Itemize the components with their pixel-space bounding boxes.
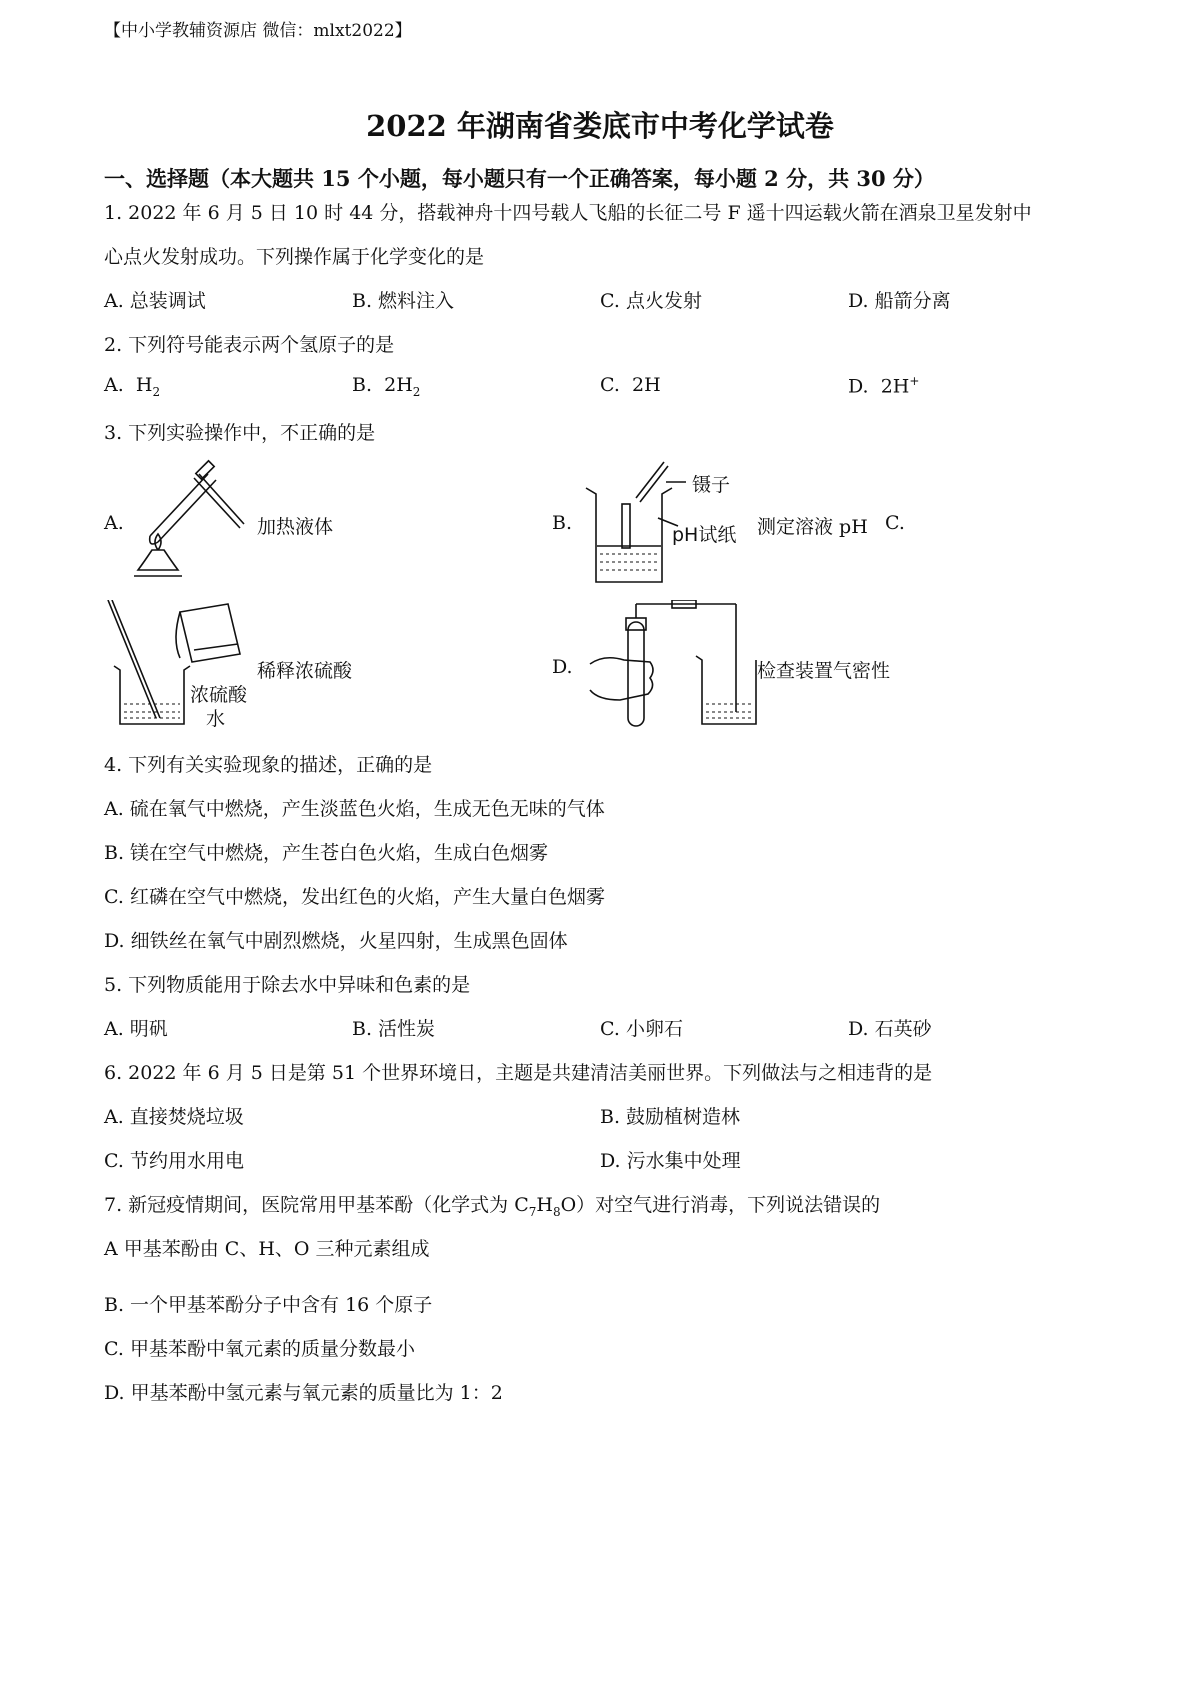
q3-option-a-label: 加热液体 xyxy=(257,516,334,538)
q7-formula-sub2: 8 xyxy=(552,1204,561,1219)
q3-option-b-letter: B. xyxy=(552,512,573,534)
q3-option-b-label: 测定溶液 pH xyxy=(757,516,868,538)
q1-option-a: A. 总装调试 xyxy=(104,290,206,312)
q4-option-d: D. 细铁丝在氧气中剧烈燃烧，火星四射，生成黑色固体 xyxy=(104,930,568,952)
q3-option-a-letter: A. xyxy=(104,512,124,534)
q2-option-a xyxy=(104,374,160,399)
section-heading: 一、选择题（本大题共 15 个小题，每小题只有一个正确答案，每小题 2 分，共 30 分） xyxy=(104,166,935,191)
q2-option-a-subscript: 2 xyxy=(152,384,161,399)
q2-option-d xyxy=(848,374,919,397)
q1-option-b: B. 燃料注入 xyxy=(352,290,455,312)
q4-option-b: B. 镁在空气中燃烧，产生苍白色火焰，生成白色烟雾 xyxy=(104,842,549,864)
q7-stem-prefix: 7. 新冠疫情期间，医院常用甲基苯酚（化学式为 C xyxy=(104,1194,529,1216)
q7-option-b: B. 一个甲基苯酚分子中含有 16 个原子 xyxy=(104,1294,433,1316)
q2-option-d-formula: 2H xyxy=(880,375,910,398)
q2-option-b-formula: 2H xyxy=(384,374,413,396)
q6-option-b: B. 鼓励植树造林 xyxy=(600,1106,741,1128)
q3-option-c-label: 稀释浓硫酸 xyxy=(257,660,353,682)
heating-liquid-figure xyxy=(130,458,250,586)
q1-stem-line2: 心点火发射成功。下列操作属于化学变化的是 xyxy=(104,246,485,268)
q2-option-b-letter: B. xyxy=(352,374,373,396)
q2-option-b xyxy=(352,374,420,399)
q7-option-a: A 甲基苯酚由 C、H、O 三种元素组成 xyxy=(104,1238,430,1260)
ph-paper-label: pH试纸 xyxy=(672,524,737,546)
q3-option-c-letter: C. xyxy=(885,512,905,534)
q1-option-d: D. 船箭分离 xyxy=(848,290,951,312)
q7-option-d: D. 甲基苯酚中氢元素与氧元素的质量比为 1：2 xyxy=(104,1382,503,1404)
q2-option-a-formula: H xyxy=(135,374,153,396)
q3-option-d-label: 检查装置气密性 xyxy=(757,660,891,682)
q5-option-a: A. 明矾 xyxy=(104,1018,168,1040)
dilute-acid-figure xyxy=(100,600,260,730)
q2-option-d-letter: D. xyxy=(848,375,869,398)
acid-label: 浓硫酸 xyxy=(190,684,248,706)
q2-option-a-letter: A. xyxy=(104,374,124,396)
q2-option-c-letter: C. xyxy=(600,374,620,396)
q2-option-c-formula: 2H xyxy=(632,374,661,396)
q3-stem: 3. 下列实验操作中，不正确的是 xyxy=(104,422,376,444)
q5-option-b: B. 活性炭 xyxy=(352,1018,436,1040)
q2-option-d-superscript: + xyxy=(909,374,920,388)
q4-option-c: C. 红磷在空气中燃烧，发出红色的火焰，产生大量白色烟雾 xyxy=(104,886,605,908)
q5-option-d: D. 石英砂 xyxy=(848,1018,932,1040)
q2-stem: 2. 下列符号能表示两个氢原子的是 xyxy=(104,334,395,356)
q5-option-c: C. 小卵石 xyxy=(600,1018,683,1040)
q7-stem xyxy=(104,1190,880,1219)
q1-stem-line1: 1. 2022 年 6 月 5 日 10 时 44 分，搭载神舟十四号载人飞船的长征二号 F 遥十四运载火箭在酒泉卫星发射中 xyxy=(104,202,1032,224)
q7-option-c: C. 甲基苯酚中氧元素的质量分数最小 xyxy=(104,1338,415,1360)
q6-option-a: A. 直接焚烧垃圾 xyxy=(104,1106,244,1128)
q1-option-c: C. 点火发射 xyxy=(600,290,702,312)
tweezers-label: 镊子 xyxy=(692,474,731,496)
q3-option-d-letter: D. xyxy=(552,656,573,678)
q4-option-a: A. 硫在氧气中燃烧，产生淡蓝色火焰，生成无色无味的气体 xyxy=(104,798,605,820)
water-label: 水 xyxy=(206,708,226,730)
q6-stem: 6. 2022 年 6 月 5 日是第 51 个世界环境日，主题是共建清洁美丽世界。下列做法与之相违背的是 xyxy=(104,1062,933,1084)
q2-option-b-subscript: 2 xyxy=(412,384,421,399)
q2-option-c xyxy=(600,374,661,396)
watermark-header: 【中小学教辅资源店 微信：mlxt2022】 xyxy=(104,21,412,41)
q7-formula-h: H xyxy=(536,1194,553,1216)
q4-stem: 4. 下列有关实验现象的描述，正确的是 xyxy=(104,754,433,776)
exam-title: 2022 年湖南省娄底市中考化学试卷 xyxy=(366,109,834,143)
airtightness-check-figure xyxy=(580,600,760,730)
q7-formula-sub1: 7 xyxy=(528,1204,537,1219)
q7-stem-suffix: O）对空气进行消毒，下列说法错误的 xyxy=(560,1194,881,1216)
q6-option-d: D. 污水集中处理 xyxy=(600,1150,741,1172)
q5-stem: 5. 下列物质能用于除去水中异味和色素的是 xyxy=(104,974,471,996)
q6-option-c: C. 节约用水用电 xyxy=(104,1150,244,1172)
